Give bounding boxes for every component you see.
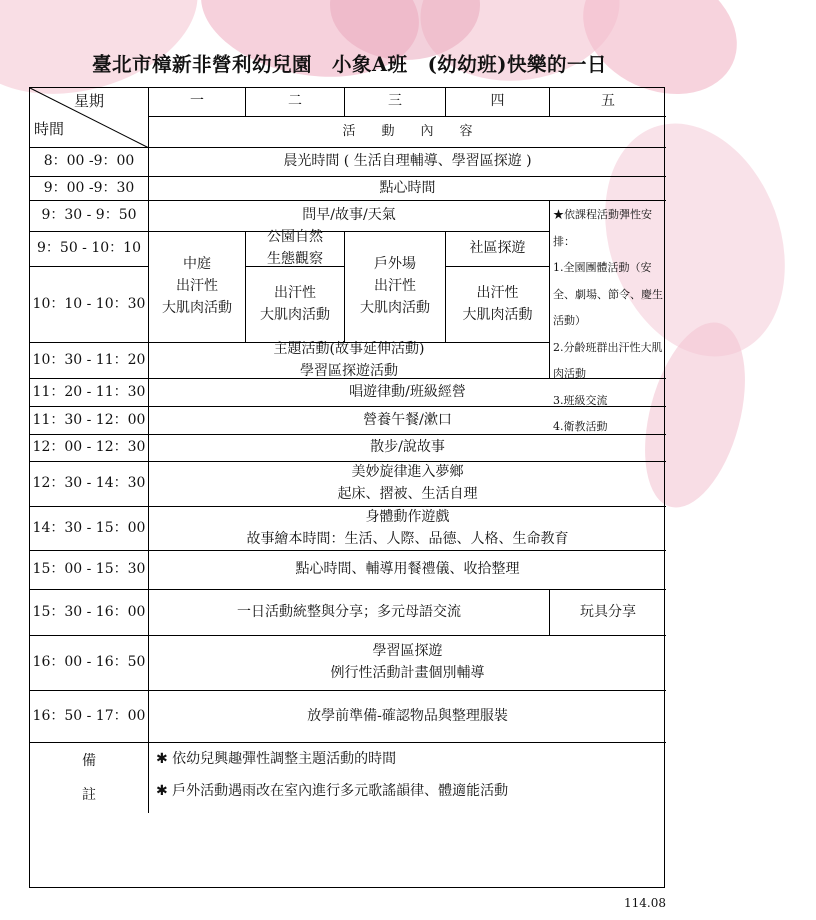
time-slot: 8：00 -9：00 xyxy=(30,148,149,177)
activity-cell: 主題活動(故事延伸活動) 學習區探遊活動 xyxy=(149,343,550,379)
monday-activity: 中庭 出汗性 大肌肉活動 xyxy=(149,232,246,343)
remarks-label-char-1: 備 xyxy=(82,753,96,769)
time-slot: 11：20 - 11：30 xyxy=(30,379,149,407)
time-slot: 9：50 - 10：10 xyxy=(30,232,149,267)
time-label: 時間 xyxy=(34,120,65,138)
activity-cell: 問早/故事/天氣 xyxy=(149,201,550,232)
day-thursday: 四 xyxy=(446,88,550,117)
time-slot: 11：30 - 12：00 xyxy=(30,407,149,435)
time-slot: 10：10 - 10：30 xyxy=(30,267,149,343)
schedule-table xyxy=(29,87,665,888)
activity-cell: 一日活動統整與分享；多元母語交流 xyxy=(149,590,550,636)
time-slot: 16：00 - 16：50 xyxy=(30,636,149,691)
corner-header-cell xyxy=(30,88,149,148)
time-slot: 10：30 - 11：20 xyxy=(30,343,149,379)
time-slot: 9：00 -9：30 xyxy=(30,177,149,201)
time-slot: 12：00 - 12：30 xyxy=(30,435,149,462)
friday-toy-sharing: 玩具分享 xyxy=(550,590,666,636)
activity-cell: 點心時間 xyxy=(149,177,666,201)
activity-cell: 美妙旋律進入夢鄉 起床、摺被、生活自理 xyxy=(149,462,666,507)
remark-item: ✱ 依幼兒興趣彈性調整主題活動的時間 xyxy=(156,751,397,767)
day-tuesday: 二 xyxy=(246,88,345,117)
time-slot: 14：30 - 15：00 xyxy=(30,507,149,551)
activity-cell: 散步/說故事 xyxy=(149,435,666,462)
activity-cell: 點心時間、輔導用餐禮儀、收拾整理 xyxy=(149,551,666,590)
page-title: 臺北市樟新非營利幼兒園 小象A班 (幼幼班)快樂的一日 xyxy=(91,53,608,76)
day-monday: 一 xyxy=(149,88,246,117)
remarks-label-char-2: 註 xyxy=(82,787,96,803)
activity-cell: 身體動作遊戲 故事繪本時間：生活、人際、品德、人格、生命教育 xyxy=(149,507,666,551)
remark-item: ✱ 戶外活動遇雨改在室內進行多元歌謠韻律、體適能活動 xyxy=(156,783,509,799)
time-slot: 15：30 - 16：00 xyxy=(30,590,149,636)
remarks-content xyxy=(149,743,666,813)
activity-cell: 營養午餐/漱口 xyxy=(149,407,666,435)
tuesday-activity-early: 公園自然 生態觀察 xyxy=(246,232,345,267)
activity-cell: 放學前準備-確認物品與整理服裝 xyxy=(149,691,666,743)
weekday-label: 星期 xyxy=(74,92,105,110)
time-slot: 16：50 - 17：00 xyxy=(30,691,149,743)
activity-cell: 晨光時間 ( 生活自理輔導、學習區探遊 ) xyxy=(149,148,666,177)
activity-content-header: 活 動 內 容 xyxy=(149,117,666,148)
document-version: 114.08 xyxy=(624,896,666,910)
tuesday-activity-late: 出汗性 大肌肉活動 xyxy=(246,267,345,343)
thursday-activity-late: 出汗性 大肌肉活動 xyxy=(446,267,550,343)
time-slot: 15：00 - 15：30 xyxy=(30,551,149,590)
friday-flexible-note: ★依課程活動彈性安排： 1.全園團體活動（安全、劇場、節令、慶生活動） 2.分齡班群出汗性大肌肉活動 3.班級交流 4.衛教活動 xyxy=(550,201,666,379)
day-wednesday: 三 xyxy=(345,88,446,117)
time-slot: 12：30 - 14：30 xyxy=(30,462,149,507)
time-slot: 9：30 - 9：50 xyxy=(30,201,149,232)
remarks-label xyxy=(30,743,149,813)
activity-cell: 學習區探遊 例行性活動計畫個別輔導 xyxy=(149,636,666,691)
activity-cell: 唱遊律動/班級經營 xyxy=(149,379,666,407)
wednesday-activity: 戶外場 出汗性 大肌肉活動 xyxy=(345,232,446,343)
thursday-activity-early: 社區探遊 xyxy=(446,232,550,267)
day-friday: 五 xyxy=(550,88,666,117)
